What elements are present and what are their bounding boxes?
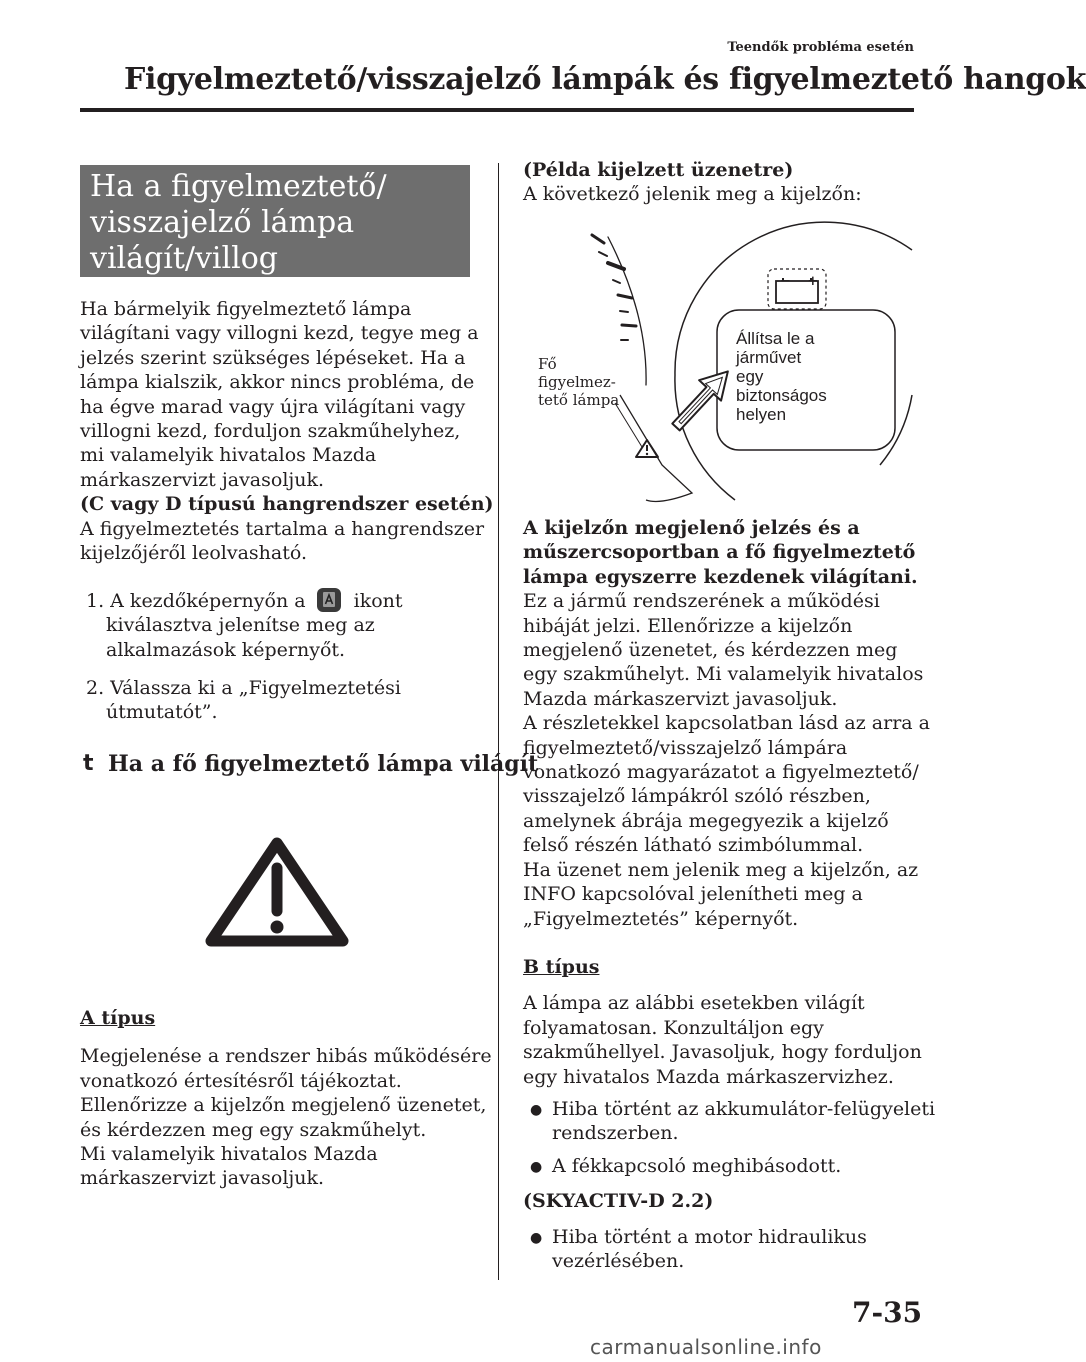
step-1-suffix: ikont bbox=[353, 590, 403, 612]
text-line: lámpa egyszerre kezdenek világítani. bbox=[523, 565, 918, 588]
text-line: ha égve marad vagy újra világítani vagy bbox=[80, 395, 466, 418]
text-line: Ellenőrizze a kijelzőn megjelenő üzenetet, bbox=[80, 1094, 487, 1117]
text-line: 2. Válassza ki a „Figyelmeztetési bbox=[86, 677, 401, 699]
text-line: Hiba történt a motor hidraulikus bbox=[552, 1226, 867, 1248]
text-line: egy bbox=[736, 367, 764, 386]
text-line: márkaszervizt javasoljuk. bbox=[80, 1167, 325, 1190]
text-line: A figyelmeztetés tartalma a hangrendszer bbox=[80, 517, 485, 540]
text-line: visszajelző lámpákról szóló részben, bbox=[523, 785, 871, 808]
type-b-label: B típus bbox=[523, 956, 600, 978]
display-figure bbox=[520, 225, 920, 505]
text-line: járművet bbox=[736, 348, 802, 367]
heading-line: Ha a figyelmeztető/ bbox=[90, 169, 387, 204]
bullet-item-3 bbox=[552, 1225, 867, 1274]
display-message bbox=[736, 329, 827, 424]
warning-triangle-icon bbox=[205, 835, 350, 950]
section-heading-box bbox=[80, 165, 470, 277]
text-line: amelynek ábrája megegyezik a kijelző bbox=[523, 809, 889, 832]
bullet-marker: ● bbox=[530, 1230, 543, 1246]
text-line: márkaszervizt javasoljuk. bbox=[80, 468, 325, 491]
bullet-item-2 bbox=[552, 1154, 841, 1178]
text-line: egy hivatalos Mazda márkaszervizhez. bbox=[523, 1065, 894, 1088]
text-line: egy szakműhelyt. Mi valamelyik hivatalos bbox=[523, 663, 924, 686]
text-line: tető lámpa bbox=[538, 391, 620, 409]
display-explanation bbox=[523, 516, 930, 931]
text-line: kijelzőjéről leolvasható. bbox=[80, 542, 308, 565]
text-line: vonatkozó magyarázatot a figyelmeztető/ bbox=[523, 761, 919, 784]
heading-line: világít/villog bbox=[90, 241, 278, 276]
example-heading: (Példa kijelzett üzenetre) bbox=[523, 159, 794, 181]
text-line: kiválasztva jelenítse meg az bbox=[106, 614, 375, 637]
text-line: műszercsoportban a fő figyelmeztető bbox=[523, 541, 916, 564]
bullet-item-1 bbox=[552, 1097, 935, 1146]
column-divider bbox=[498, 163, 499, 1280]
title-rule bbox=[80, 108, 914, 112]
running-head: Teendők probléma esetén bbox=[727, 40, 914, 55]
text-line: vonatkozó értesítésről tájékoztat. bbox=[80, 1069, 402, 1092]
text-line: útmutatót”. bbox=[106, 701, 218, 724]
subheading-marker: t bbox=[83, 751, 94, 776]
bullet-marker: ● bbox=[530, 1159, 543, 1175]
bullet-marker: ● bbox=[530, 1102, 543, 1118]
text-line: A részletekkel kapcsolatban lásd az arra a bbox=[523, 712, 930, 735]
text-line: helyen bbox=[736, 405, 787, 424]
section-title: Figyelmeztető/visszajelző lámpák és figyelmeztető hangok bbox=[124, 62, 1086, 97]
text-line: Megjelenése a rendszer hibás működésére bbox=[80, 1045, 492, 1068]
text-line: jelzés szerint szükséges lépéseket. Ha a bbox=[80, 346, 466, 369]
text-line: rendszerben. bbox=[552, 1122, 679, 1145]
text-line: figyelmez- bbox=[538, 373, 616, 391]
text-line: villogni kezd, forduljon szakműhelyhez, bbox=[80, 420, 461, 443]
text-line: hibáját jelzi. Ellenőrizze a kijelzőn bbox=[523, 614, 853, 637]
text-line: figyelmeztető/visszajelző lámpára bbox=[523, 736, 848, 759]
type-b-section bbox=[523, 955, 922, 1089]
text-line: világítani vagy villogni kezd, tegye meg a bbox=[80, 322, 479, 345]
page-number: 7-35 bbox=[852, 1296, 923, 1329]
text-line: felső részén látható szimbólummal. bbox=[523, 834, 864, 857]
step-2 bbox=[86, 676, 401, 725]
text-line: folyamatosan. Konzultáljon egy bbox=[523, 1016, 824, 1039]
watermark: carmanualsonline.info bbox=[590, 1335, 822, 1359]
text-line: mi valamelyik hivatalos Mazda bbox=[80, 444, 377, 467]
intro-paragraph bbox=[80, 297, 494, 565]
type-a-label: A típus bbox=[80, 1007, 156, 1029]
step-1 bbox=[86, 587, 403, 662]
apps-icon bbox=[316, 587, 342, 613]
text-line: vezérlésében. bbox=[552, 1250, 685, 1273]
text-line: lámpa kialszik, akkor nincs probléma, de bbox=[80, 371, 475, 394]
text-line: alkalmazások képernyőt. bbox=[106, 638, 346, 661]
text-line: és kérdezzen meg egy szakműhelyt. bbox=[80, 1118, 427, 1141]
text-line: A fékkapcsoló meghibásodott. bbox=[552, 1155, 842, 1177]
text-line: Ha üzenet nem jelenik meg a kijelzőn, az bbox=[523, 858, 919, 881]
text-line: biztonságos bbox=[736, 386, 827, 405]
heading-line: visszajelző lámpa bbox=[90, 205, 355, 240]
text-line: Mazda márkaszervizt javasoljuk. bbox=[523, 687, 838, 710]
text-line: Ha bármelyik figyelmeztető lámpa bbox=[80, 298, 412, 320]
text-line: Állítsa le a bbox=[736, 329, 815, 348]
text-line: Mi valamelyik hivatalos Mazda bbox=[80, 1143, 378, 1166]
battery-icon: − + bbox=[780, 274, 825, 289]
text-line: Ez a jármű rendszerének a működési bbox=[523, 590, 880, 613]
text-line: A lámpa az alábbi esetekben világít bbox=[523, 992, 865, 1015]
text-line: szakműhellyel. Javasoljuk, hogy forduljon bbox=[523, 1041, 922, 1064]
text-line: megjelenő üzenetet, és kérdezzen meg bbox=[523, 639, 898, 662]
main-warning-subheading: Ha a fő figyelmeztető lámpa világít bbox=[108, 751, 539, 777]
skyactiv-label: (SKYACTIV-D 2.2) bbox=[523, 1190, 714, 1212]
text-line: INFO kapcsolóval jelenítheti meg a bbox=[523, 883, 863, 906]
example-intro bbox=[523, 158, 915, 207]
text-line: A következő jelenik meg a kijelzőn: bbox=[523, 183, 862, 206]
text-line: „Figyelmeztetés” képernyőt. bbox=[523, 907, 799, 930]
step-1-prefix: 1. A kezdőképernyőn a bbox=[86, 590, 306, 612]
main-warning-lamp-label bbox=[538, 355, 619, 409]
text-line: A kijelzőn megjelenő jelzés és a bbox=[523, 517, 860, 539]
text-line: Fő bbox=[538, 355, 557, 373]
text-line: Hiba történt az akkumulátor-felügyeleti bbox=[552, 1098, 936, 1120]
type-a-section bbox=[80, 1006, 492, 1191]
audio-system-heading: (C vagy D típusú hangrendszer esetén) bbox=[80, 493, 494, 516]
